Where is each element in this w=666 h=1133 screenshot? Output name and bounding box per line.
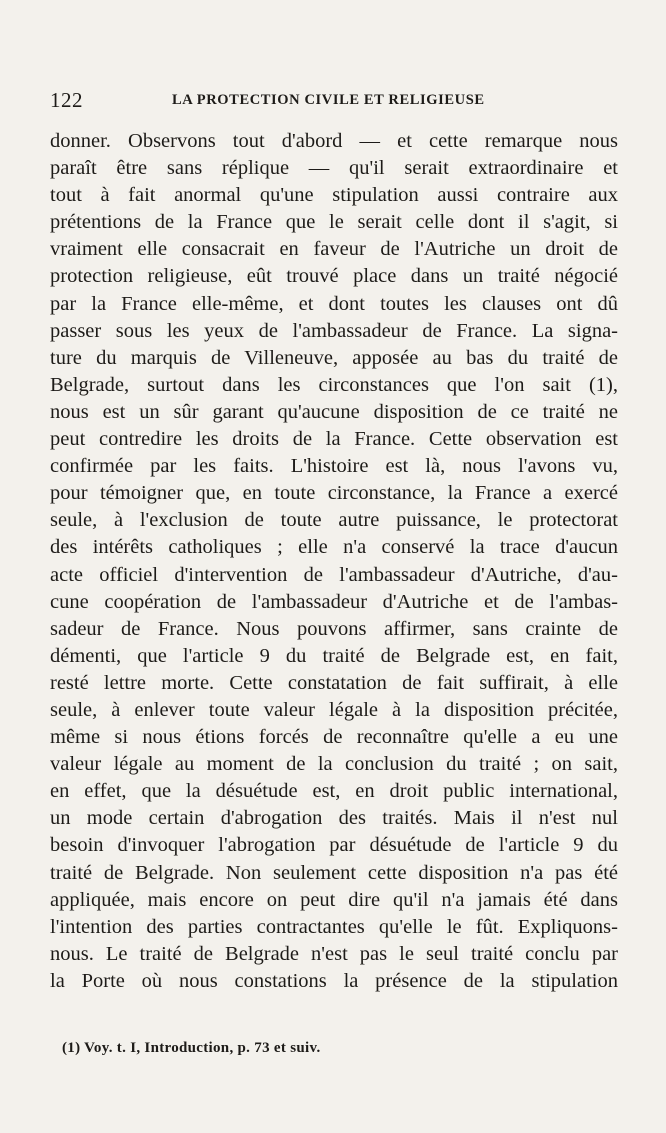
text-line: traité de Belgrade. Non seulement cette disposition n'a pas été: [50, 861, 618, 884]
text-line: seule, à enlever toute valeur légale à la disposition précitée,: [50, 698, 618, 721]
text-line: paraît être sans réplique — qu'il serait extraordinaire et: [50, 157, 618, 180]
text-line: pour témoigner que, en toute circonstance, la France a exercé: [50, 482, 618, 505]
text-line: même si nous étions forcés de reconnaître qu'elle a eu une: [50, 726, 618, 749]
text-line: la Porte où nous constations la présence de la stipulation: [50, 969, 618, 992]
text-line: donner. Observons tout d'abord — et cette remarque nous: [50, 130, 618, 152]
text-line: nous. Le traité de Belgrade n'est pas le seul traité conclu par: [50, 942, 618, 965]
text-line: un mode certain d'abrogation des traités. Mais il n'est nul: [50, 807, 618, 830]
text-line: seule, à l'exclusion de toute autre puissance, le protectorat: [50, 509, 618, 532]
text-line: resté lettre morte. Cette constatation de fait suffirait, à elle: [50, 671, 618, 694]
running-title: LA PROTECTION CIVILE ET RELIGIEUSE: [172, 92, 485, 108]
text-line: cune coopération de l'ambassadeur d'Autriche et de l'ambas-: [50, 590, 618, 613]
text-line: besoin d'invoquer l'abrogation par désuétude de l'article 9 du: [50, 834, 618, 857]
text-line: l'intention des parties contractantes qu'elle le fût. Expliquons-: [50, 915, 618, 938]
footnote: (1) Voy. t. I, Introduction, p. 73 et suiv.: [62, 1040, 321, 1056]
text-line: par la France elle-même, et dont toutes les clauses ont dû: [50, 292, 618, 315]
text-line: des intérêts catholiques ; elle n'a conservé la trace d'aucun: [50, 536, 618, 559]
text-line: prétentions de la France que le serait celle dont il s'agit, si: [50, 211, 618, 234]
text-line: ture du marquis de Villeneuve, apposée au bas du traité de: [50, 346, 618, 369]
text-line: vraiment elle consacrait en faveur de l'Autriche un droit de: [50, 238, 618, 261]
text-line: valeur légale au moment de la conclusion du traité ; on sait,: [50, 753, 618, 776]
text-line: sadeur de France. Nous pouvons affirmer, sans crainte de: [50, 617, 618, 640]
text-line: peut contredire les droits de la France. Cette observation est: [50, 428, 618, 451]
text-line: en effet, que la désuétude est, en droit public international,: [50, 780, 618, 803]
text-line: démenti, que l'article 9 du traité de Belgrade est, en fait,: [50, 644, 618, 667]
text-line: confirmée par les faits. L'histoire est là, nous l'avons vu,: [50, 455, 618, 478]
text-line: tout à fait anormal qu'une stipulation aussi contraire aux: [50, 184, 618, 207]
text-line: acte officiel d'intervention de l'ambassadeur d'Autriche, d'au-: [50, 563, 618, 586]
text-line: nous est un sûr garant qu'aucune disposition de ce traité ne: [50, 400, 618, 423]
text-line: protection religieuse, eût trouvé place dans un traité négocié: [50, 265, 618, 288]
body-text: [50, 128, 618, 995]
page-number: 122: [50, 88, 83, 112]
text-line: passer sous les yeux de l'ambassadeur de France. La signa-: [50, 319, 618, 342]
text-line: appliquée, mais encore on peut dire qu'il n'a jamais été dans: [50, 888, 618, 911]
text-line: Belgrade, surtout dans les circonstances que l'on sait (1),: [50, 373, 618, 396]
